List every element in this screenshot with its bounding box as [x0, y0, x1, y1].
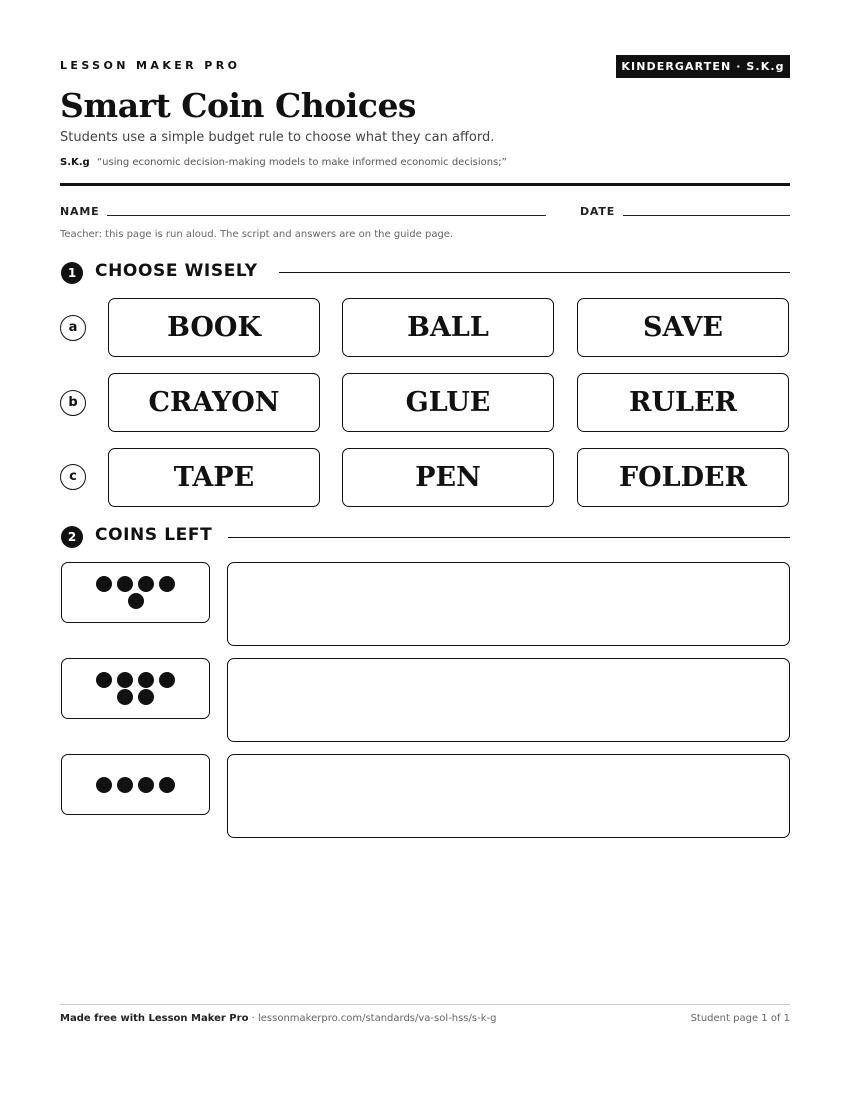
section-2-number: 2 — [61, 526, 83, 548]
choice-card[interactable]: BALL — [342, 298, 554, 357]
row-label-b: b — [60, 390, 86, 416]
choice-card[interactable]: GLUE — [342, 373, 554, 432]
date-label: DATE — [580, 205, 616, 218]
choice-card[interactable]: BOOK — [108, 298, 320, 357]
name-field[interactable] — [107, 215, 546, 216]
coin-icon — [117, 689, 133, 705]
section-1-title: CHOOSE WISELY — [95, 261, 258, 281]
grade-standard-badge: KINDERGARTEN · S.K.g — [616, 55, 790, 78]
section-1-number: 1 — [61, 262, 83, 284]
teacher-note: Teacher: this page is run aloud. The script and answers are on the guide page. — [60, 229, 454, 240]
coin-icon — [138, 672, 154, 688]
footer-url[interactable]: lessonmakerpro.com/standards/va-sol-hss/s-k-g — [257, 1013, 497, 1024]
coin-icon — [117, 777, 133, 793]
answer-box[interactable] — [227, 754, 790, 838]
coin-icon — [138, 576, 154, 592]
section-2-rule — [228, 537, 790, 538]
coin-icon — [159, 672, 175, 688]
coin-icon — [117, 672, 133, 688]
section-1-rule — [279, 272, 790, 273]
footer-page-number: Student page 1 of 1 — [690, 1013, 790, 1024]
coin-icon — [96, 672, 112, 688]
page-subtitle: Students use a simple budget rule to choose what they can afford. — [60, 130, 495, 145]
standard-text: “using economic decision-making models to make informed economic decisions;” — [97, 157, 507, 168]
choice-card[interactable]: SAVE — [577, 298, 789, 357]
choice-card[interactable]: RULER — [577, 373, 789, 432]
coin-count-box — [61, 658, 210, 719]
date-field[interactable] — [623, 215, 790, 216]
standard-code: S.K.g — [60, 157, 90, 168]
choice-card[interactable]: FOLDER — [577, 448, 789, 507]
choice-card[interactable]: CRAYON — [108, 373, 320, 432]
coin-icon — [96, 576, 112, 592]
answer-box[interactable] — [227, 658, 790, 742]
header-divider — [60, 183, 790, 186]
coin-count-box — [61, 562, 210, 623]
coin-icon — [117, 576, 133, 592]
section-2-title: COINS LEFT — [95, 525, 213, 545]
coin-icon — [128, 593, 144, 609]
footer-divider — [60, 1004, 790, 1005]
answer-box[interactable] — [227, 562, 790, 646]
coin-icon — [138, 777, 154, 793]
coin-icon — [159, 777, 175, 793]
footer-separator: · — [248, 1013, 258, 1024]
name-label: NAME — [60, 205, 100, 218]
choice-card[interactable]: PEN — [342, 448, 554, 507]
row-label-c: c — [60, 464, 86, 490]
page-title: Smart Coin Choices — [60, 86, 417, 125]
coin-count-box — [61, 754, 210, 815]
coin-icon — [96, 777, 112, 793]
coin-icon — [159, 576, 175, 592]
choice-card[interactable]: TAPE — [108, 448, 320, 507]
brand-name: LESSON MAKER PRO — [60, 59, 241, 72]
footer-credit — [60, 1013, 496, 1024]
footer-made-with: Made free with Lesson Maker Pro — [60, 1013, 249, 1024]
row-label-a: a — [60, 315, 86, 341]
coin-icon — [138, 689, 154, 705]
